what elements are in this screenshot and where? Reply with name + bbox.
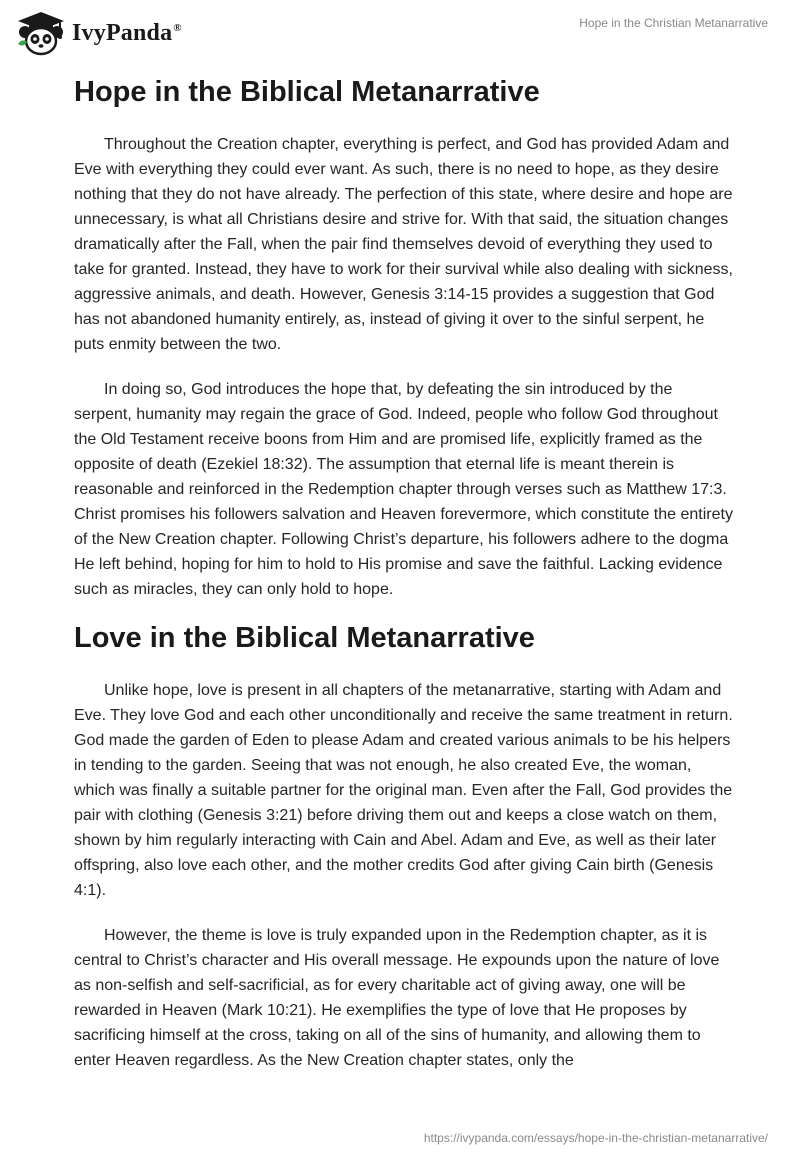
section-heading-hope: Hope in the Biblical Metanarrative — [74, 76, 540, 108]
paragraph: Throughout the Creation chapter, everything is perfect, and God has provided Adam and Eve with everything they could ever want. As such, there is no need to hope, as they desire nothing that they do not have already. The perfection of this state, where desire and hope are unnecessary, is what all Christians desire and strive for. With that said, the situation changes dramatically after the Fall, when the pair find themselves devoid of everything they used to take for granted. Instead, they have to work for their survival while also dealing with sickness, aggressive animals, and death. However, Genesis 3:14-15 provides a suggestion that God has not abandoned humanity entirely, as, instead of giving it over to the sinful serpent, he puts enmity between the two. — [74, 136, 733, 353]
registered-mark: ® — [173, 21, 182, 34]
section-heading-love: Love in the Biblical Metanarrative — [74, 622, 535, 654]
running-title: Hope in the Christian Metanarrative — [579, 16, 768, 30]
brand-name: IvyPanda® — [72, 19, 182, 46]
page-header — [0, 0, 800, 60]
essay-body — [74, 72, 734, 1073]
panda-graduate-icon — [14, 10, 68, 56]
paragraph: Unlike hope, love is present in all chapters of the metanarrative, starting with Adam and Eve. They love God and each other unconditionally and receive the same treatment in return. God made the garden of Eden to please Adam and created various animals to be his helpers in tending to the garden. Seeing that was not enough, he also created Eve, the woman, which was finally a suitable partner for the original man. Even after the Fall, God provides the pair with clothing (Genesis 3:21) before driving them out and keeps a close watch on them, shown by him regularly interacting with Cain and Abel. Adam and Eve, as well as their later offspring, also love each other, and the mother credits God after giving Cain birth (Genesis 4:1). — [74, 682, 733, 899]
paragraph: In doing so, God introduces the hope that, by defeating the sin introduced by the serpent, humanity may regain the grace of God. Indeed, people who follow God throughout the Old Testament receive boons from Him and are promised life, explicitly framed as the opposite of death (Ezekiel 18:32). The assumption that eternal life is meant therein is reasonable and reinforced in the Redemption chapter through verses such as Matthew 17:3. Christ promises his followers salvation and Heaven forevermore, which constitute the entirety of the New Creation chapter. Following Christ’s departure, his followers adhere to the dogma He left behind, hoping for him to hold to His promise and save the faithful. Lacking evidence such as miracles, they can only hold to hope. — [74, 381, 733, 598]
source-url[interactable]: https://ivypanda.com/essays/hope-in-the-christian-metanarrative/ — [423, 1131, 768, 1145]
paragraph: However, the theme is love is truly expanded upon in the Redemption chapter, as it is central to Christ’s character and His overall message. He expounds upon the nature of love as non-selfish and self-sacrificial, as for every charitable act of giving away, one will be rewarded in Heaven (Mark 10:21). He exemplifies the type of love that He proposes by sacrificing himself at the cross, taking on all of the sins of humanity, and allowing them to enter Heaven regardless. As the New Creation chapter states, only the — [74, 927, 720, 1069]
brand-logo[interactable] — [14, 10, 182, 56]
